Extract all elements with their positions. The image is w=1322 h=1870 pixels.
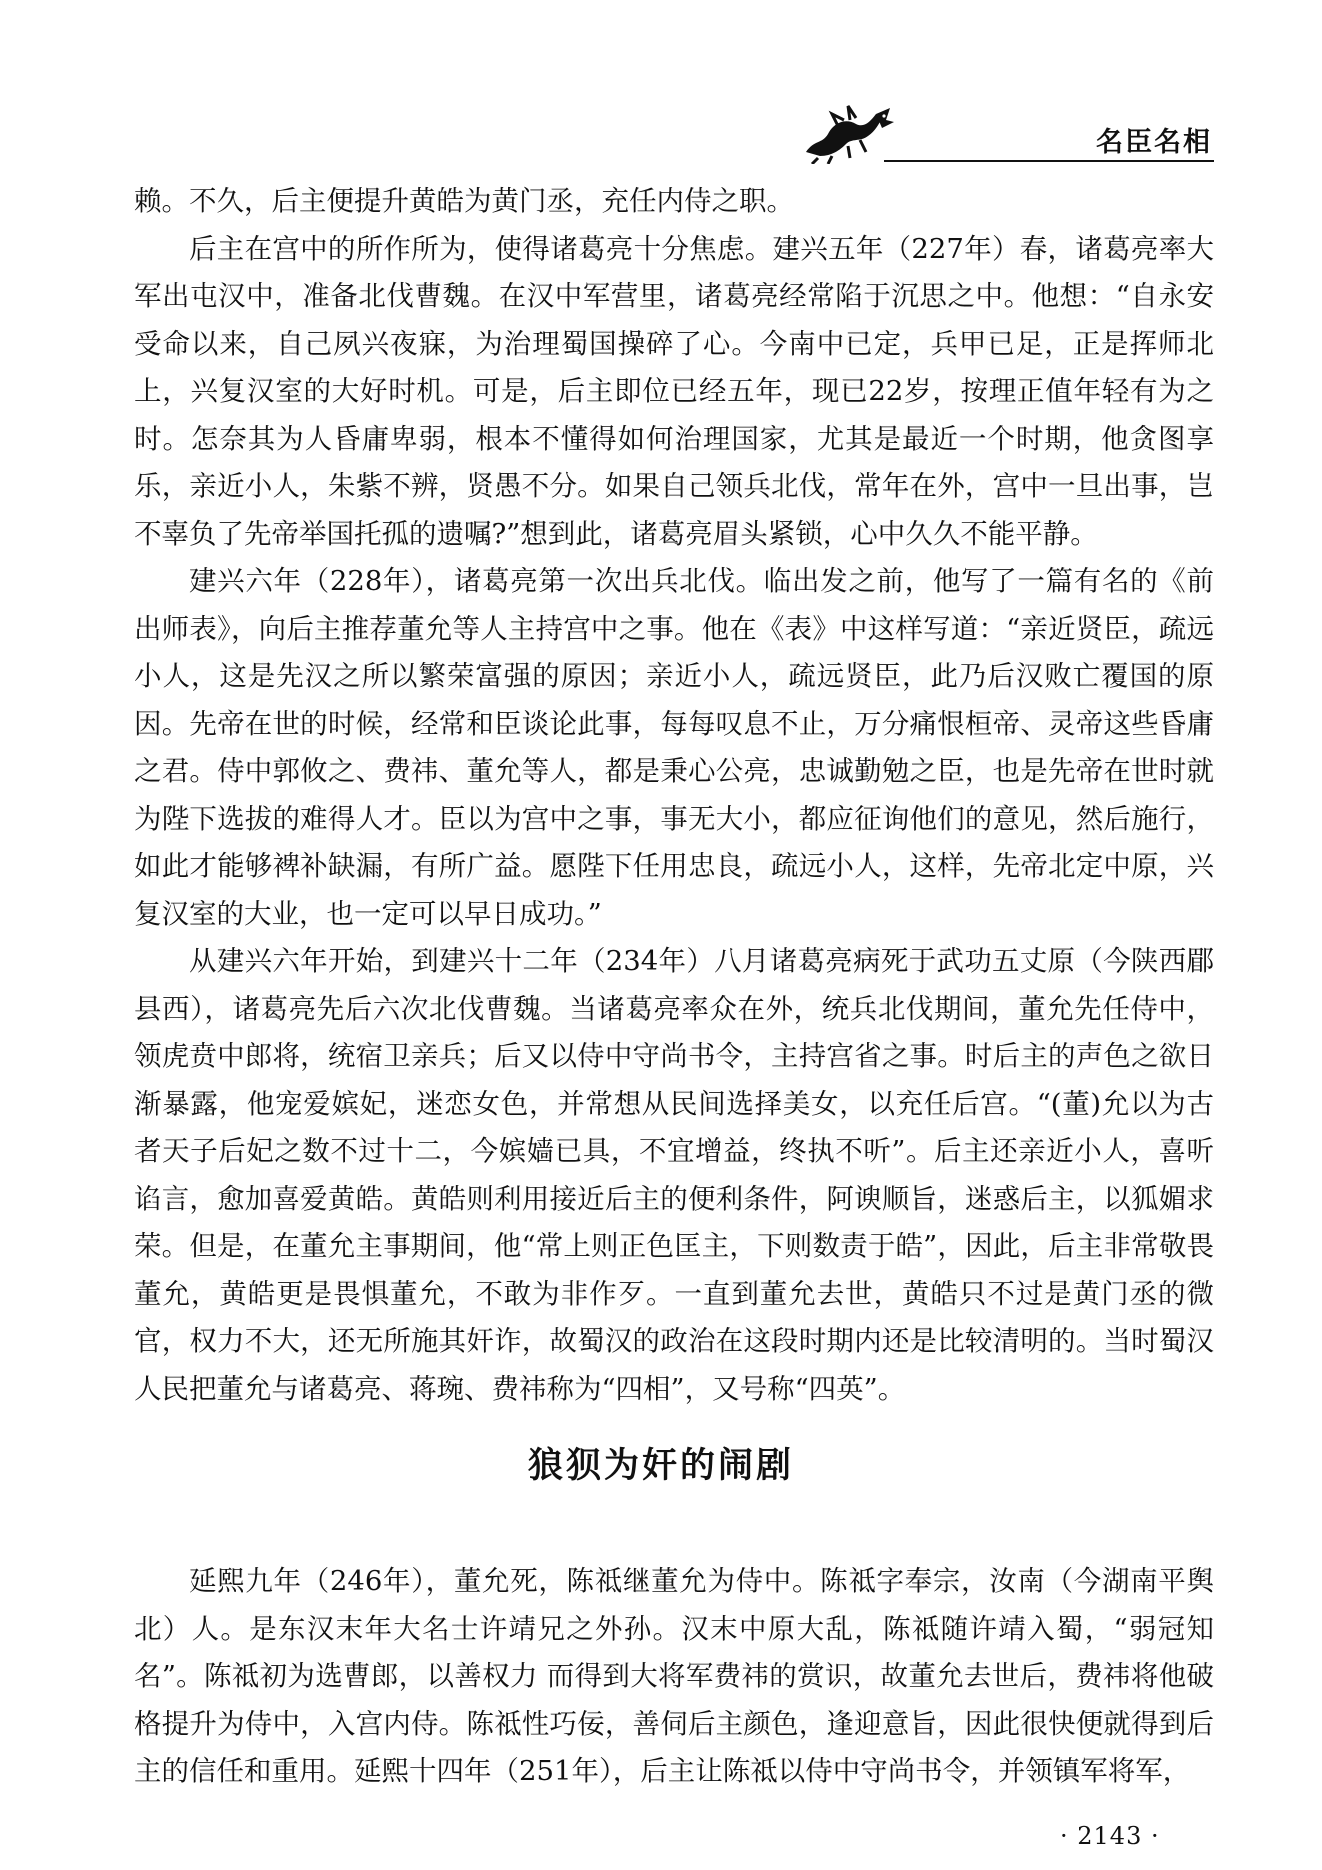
paragraph: 从建兴六年开始，到建兴十二年（234年）八月诸葛亮病死于武功五丈原（今陕西郿县西），诸葛亮先后六次北伐曹魏。当诸葛亮率众在外，统兵北伐期间，董允先任侍中，领虎贲中郎将，统宿卫亲兵；后又以侍中守尚书令，主持宫省之事。时后主的声色之欲日渐暴露，他宠爱嫔妃，迷恋女色，并常想从民间选择美女，以充任后宫。“(董)允以为古者天子后妃之数不过十二，今嫔嫱已具，不宜增益，终执不听”。后主还亲近小人，喜听谄言，愈加喜爱黄皓。黄皓则利用接近后主的便利条件，阿谀顺旨，迷惑后主，以狐媚求荣。但是，在董允主事期间，他“常上则正色匡主，下则数责于皓”，因此，后主非常敬畏董允，黄皓更是畏惧董允，不敢为非作歹。一直到董允去世，黄皓只不过是黄门丞的微官，权力不大，还无所施其奸诈，故蜀汉的政治在这段时期内还是比较清明的。当时蜀汉人民把董允与诸葛亮、蒋琬、费祎称为“四相”，又号称“四英”。: [134, 945, 1214, 1405]
main-body-text: [134, 178, 1214, 1413]
paragraph-continuation: 赖。不久，后主便提升黄皓为黄门丞，充任内侍之职。: [134, 185, 794, 217]
paragraph: 延熙九年（246年），董允死，陈祗继董允为侍中。陈祗字奉宗，汝南（今湖南平舆北）人。是东汉末年大名士许靖兄之外孙。汉末中原大乱，陈祗随许靖入蜀，“弱冠知名”。陈祗初为选曹郎，以善权力 而得到大将军费祎的赏识，故董允去世后，费祎将他破格提升为侍中，入宫内侍。陈祗性巧佞，善伺后主颜色，逢迎意旨，因此很快便就得到后主的信任和重用。延熙十四年（251年），后主让陈祗以侍中守尚书令，并领镇军将军，: [134, 1565, 1214, 1787]
section-body-text: [134, 1558, 1214, 1796]
paragraph: 后主在宫中的所作所为，使得诸葛亮十分焦虑。建兴五年（227年）春，诸葛亮率大军出屯汉中，准备北伐曹魏。在汉中军营里，诸葛亮经常陷于沉思之中。他想：“自永安受命以来，自己夙兴夜寐，为治理蜀国操碎了心。今南中已定，兵甲已足，正是挥师北上，兴复汉室的大好时机。可是，后主即位已经五年，现已22岁，按理正值年轻有为之时。怎奈其为人昏庸卑弱，根本不懂得如何治理国家，尤其是最近一个时期，他贪图享乐，亲近小人，朱紫不辨，贤愚不分。如果自己领兵北伐，常年在外，宫中一旦出事，岂不辜负了先帝举国托孤的遗嘱?”想到此，诸葛亮眉头紧锁，心中久久不能平静。: [134, 232, 1214, 550]
page-header: [0, 96, 1322, 166]
header-rule: [884, 160, 1214, 162]
page-number: · 2143 ·: [1060, 1822, 1160, 1850]
running-header-title: 名臣名相: [1096, 127, 1212, 158]
dragon-emblem-icon: [798, 100, 898, 164]
section-title: 狼狈为奸的闹剧: [527, 1446, 794, 1486]
paragraph: 建兴六年（228年），诸葛亮第一次出兵北伐。临出发之前，他写了一篇有名的《前出师表》，向后主推荐董允等人主持宫中之事。他在《表》中这样写道：“亲近贤臣，疏远小人，这是先汉之所以繁荣富强的原因；亲近小人，疏远贤臣，此乃后汉败亡覆国的原因。先帝在世的时候，经常和臣谈论此事，每每叹息不止，万分痛恨桓帝、灵帝这些昏庸之君。侍中郭攸之、费祎、董允等人，都是秉心公亮，忠诚勤勉之臣，也是先帝在世时就为陛下选拔的难得人才。臣以为宫中之事，事无大小，都应征询他们的意见，然后施行，如此才能够裨补缺漏，有所广益。愿陛下任用忠良，疏远小人，这样，先帝北定中原，兴复汉室的大业，也一定可以早日成功。”: [134, 565, 1214, 930]
